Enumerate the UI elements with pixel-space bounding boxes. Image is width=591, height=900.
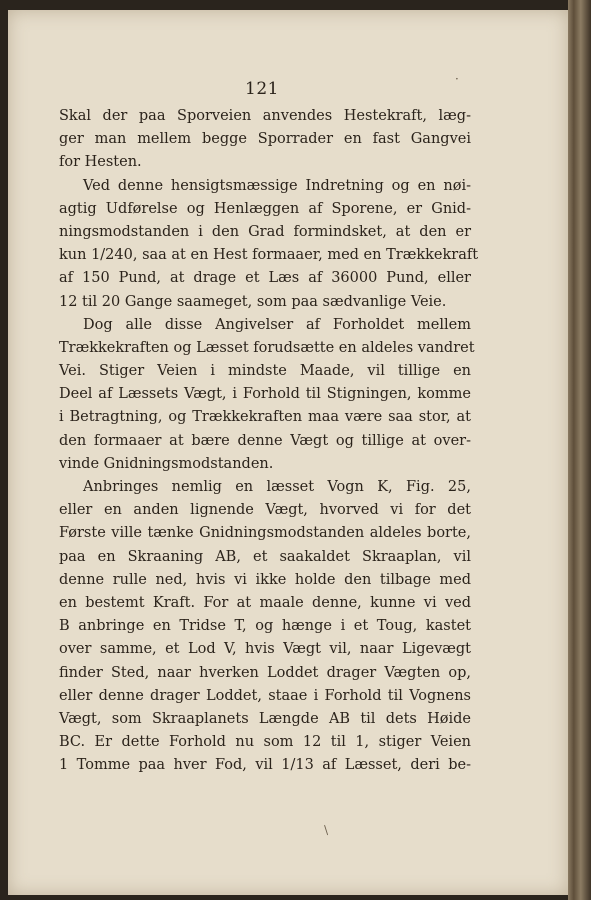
page-number: 121	[245, 79, 279, 99]
text-line: i Betragtning, og Trækkekraften maa være saa stor, at	[59, 409, 471, 426]
body-text	[59, 105, 479, 777]
text-line: over samme, et Lod V, hvis Vægt vil, naar Ligevægt	[59, 641, 471, 658]
text-line: for Hesten.	[59, 154, 142, 171]
text-line: ningsmodstanden i den Grad formindsket, at den er	[59, 223, 471, 240]
book-spine-edge	[568, 0, 591, 900]
text-line: agtig Udførelse og Henlæggen af Sporene, er Gnid-	[59, 200, 471, 217]
text-line: denne rulle ned, hvis vi ikke holde den tilbage med	[59, 571, 471, 588]
text-line: BC. Er dette Forhold nu som 12 til 1, stiger Veien	[59, 734, 471, 751]
paragraph	[59, 105, 471, 175]
text-line: en bestemt Kraft. For at maale denne, kunne vi ved	[59, 594, 471, 611]
text-line: den formaaer at bære denne Vægt og tillige at over-	[59, 432, 471, 449]
text-line: Ved denne hensigtsmæssige Indretning og en nøi-	[83, 177, 471, 194]
text-line: af 150 Pund, at drage et Læs af 36000 Pund, eller	[59, 270, 471, 287]
text-line: Vægt, som Skraaplanets Længde AB til dets Høide	[59, 710, 471, 727]
text-line: Trækkekraften og Læsset forudsætte en aldeles vandret	[59, 339, 475, 356]
ink-speck: ·	[455, 72, 459, 86]
book-page	[8, 10, 568, 895]
text-line: Dog alle disse Angivelser af Forholdet mellem	[83, 316, 471, 333]
paragraph	[59, 175, 479, 314]
text-line: Vei. Stiger Veien i mindste Maade, vil tillige en	[59, 363, 471, 380]
text-line: Deel af Læssets Vægt, i Forhold til Stigningen, komme	[59, 386, 471, 403]
text-line: Anbringes nemlig en læsset Vogn K, Fig. 25,	[83, 479, 471, 495]
text-line: ger man mellem begge Sporrader en fast Gangvei	[59, 131, 471, 148]
pencil-tick: /	[320, 823, 332, 837]
text-line: Første ville tænke Gnidningsmodstanden aldeles borte,	[59, 525, 471, 542]
text-line: paa en Skraaning AB, et saakaldet Skraaplan, vil	[59, 548, 471, 565]
paragraph	[59, 476, 471, 777]
text-line: eller en anden lignende Vægt, hvorved vi for det	[59, 502, 471, 519]
text-line: B anbringe en Tridse T, og hænge i et Toug, kastet	[59, 618, 471, 635]
text-line: 1 Tomme paa hver Fod, vil 1/13 af Læsset, deri be-	[59, 757, 471, 774]
text-line: 12 til 20 Gange saameget, som paa sædvanlige Veie.	[59, 293, 447, 310]
paragraph	[59, 314, 475, 476]
text-line: Skal der paa Sporveien anvendes Hestekraft, læg-	[59, 108, 471, 124]
text-line: vinde Gnidningsmodstanden.	[59, 455, 274, 472]
text-line: eller denne drager Loddet, staae i Forhold til Vognens	[59, 687, 471, 704]
text-line: kun 1/240, saa at en Hest formaaer, med en Trækkekraft	[59, 247, 479, 264]
text-line: finder Sted, naar hverken Loddet drager Vægten op,	[59, 664, 471, 681]
